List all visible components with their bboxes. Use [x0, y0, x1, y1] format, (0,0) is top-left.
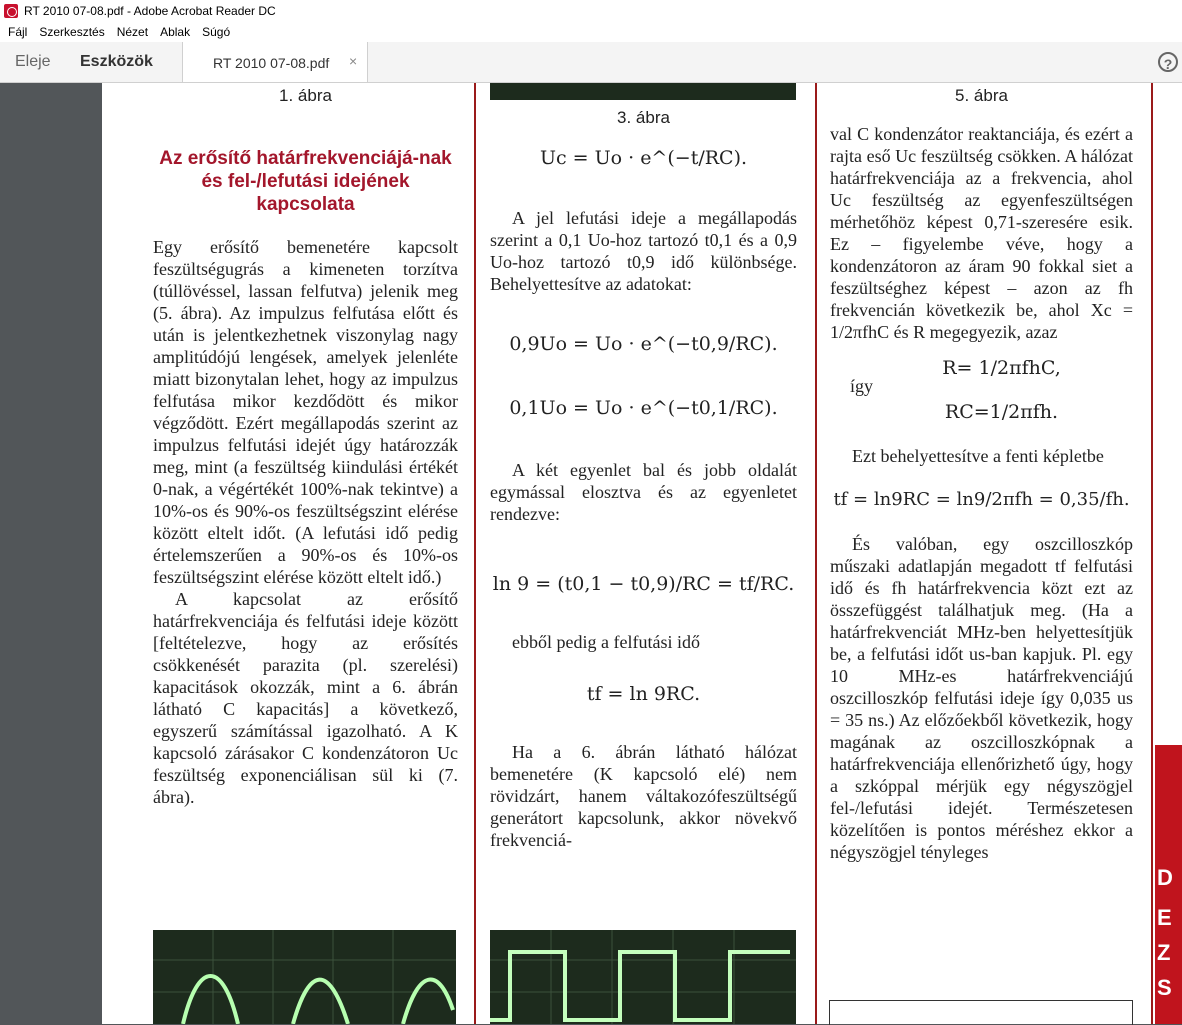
menu-view[interactable]: Nézet	[116, 25, 149, 39]
menu-window[interactable]: Ablak	[160, 25, 191, 39]
acrobat-icon	[4, 4, 18, 18]
body-paragraph: Egy erősítő bemenetére kapcsolt feszültségugrás a kimeneten torzítva (túllövéssel, lassan felfutva) jelenik meg (5. ábra). Az impulzus felfutása előtt és után is jelentkezhetnek viszonylag nagy amplitúdójú lengések, amelyek jelenléte miatt bizonytalan lehet, hogy az impulzus felfutása mikor kezdődött és mikor végződött. Ezért megállapodás szerint az impulzus felfutási idejét úgy határozzák meg, mint (a feszültség kiindulási értékét 0-nak, a végértékét 100%-nak tekintve) a 10%-os és 90%-os feszültségszint elérése között eltelt időt. (A lefutási idő pedig értelemszerűen a 90%-os és 10%-os feszültségszint elérése között eltelt idő.)	[153, 237, 458, 587]
window-title: RT 2010 07-08.pdf - Adobe Acrobat Reader DC	[24, 4, 276, 18]
side-band	[1155, 745, 1182, 1024]
side-band-letter: Z	[1157, 940, 1171, 965]
tab-document[interactable]	[182, 42, 368, 82]
menu-edit[interactable]: Szerkesztés	[39, 25, 105, 39]
body-paragraph: Ezt behelyettesítve a fenti képletbe	[852, 446, 1104, 466]
figure-caption: 5. ábra	[955, 86, 1008, 105]
body-paragraph: A két egyenlet bal és jobb oldalát egymással elosztva és az egyenletet rendezve:	[490, 460, 797, 524]
article-column-2	[490, 83, 797, 851]
column-divider	[474, 83, 476, 1024]
tab-bar	[0, 42, 1182, 83]
help-icon[interactable]: ?	[1158, 52, 1178, 72]
figure-caption: 3. ábra	[617, 108, 670, 127]
body-paragraph: val C kondenzátor reaktanciája, és ezért a rajta eső Uc feszültség csökken. A hálózat határfrekvenciája az a frekvencia, ahol Uc feszültség az egyenfeszültségen mérhetőhöz képest 0,71-szeresére esik. Ez – figyelembe véve, hogy a kondenzátoron az áram 90 fokkal siet a feszültséghez képest – azon az fh frekvencián következik be, ahol Xc = 1/2πfhC és R megegyezik, azaz	[830, 124, 1133, 342]
article-column-3	[830, 83, 1133, 863]
body-paragraph: Ha a 6. ábrán látható hálózat bemenetére (K kapcsoló elé) nem rövidzárt, hanem váltakozófeszültségű generátort kapcsolunk, akkor növekvő frekvenciá-	[490, 742, 797, 850]
equation: Uc = Uo · e^(−t/RC).	[539, 147, 748, 169]
equation: 0,9Uo = Uo · e^(−t0,9/RC).	[509, 333, 778, 355]
waveform-graphic	[153, 930, 456, 1024]
menu-bar	[0, 22, 1182, 42]
close-tab-icon[interactable]: ×	[349, 53, 358, 69]
oscilloscope-image	[153, 930, 456, 1024]
sidebar-box	[829, 1000, 1133, 1025]
body-paragraph: A kapcsolat az erősítő határfrekvenciája és felfutási ideje között [feltételezve, hogy az erősítés csökkenését parazita (pl. szerelési) kapacitások okozzák, mint a 6. ábrán látható C kapacitás] a következő, egyszerű számítással igazolható. A K kapcsoló zárásakor C kondenzátoron Uc feszültség exponenciálisan sül ki (7. ábra).	[153, 589, 458, 807]
menu-file[interactable]: Fájl	[8, 25, 28, 39]
body-paragraph: ebből pedig a felfutási idő	[512, 632, 700, 652]
body-paragraph: És valóban, egy oszcilloszkóp műszaki adatlapján megadott tf felfutási idő és fh határfrekvencia közt ezt az összefüggést találhatjuk meg. (Ha a határfrekvenciát MHz-ben helyettesítjük be, a felfutási időt us-ban kapjuk. Pl. egy 10 MHz-es határfrekvenciájú oszcilloszkóp felfutási ideje így 0,035 us = 35 ns.) Az előzőekből következik, hogy magának az oszcilloszkópnak a határfrekvenciája ellenőrizhető úgy, hogy a szkóppal mérjük egy négyszögjel fel-/lefutási idejét. Természetesen közelítően is pontos méréshez ekkor a négyszögjel tényleges	[830, 534, 1133, 862]
window-titlebar	[0, 0, 1182, 22]
menu-help[interactable]: Súgó	[202, 25, 231, 39]
side-band-letter: S	[1157, 975, 1172, 1000]
equation: tf = ln 9RC.	[586, 683, 701, 705]
article-column-1	[153, 83, 458, 808]
equation: 0,1Uo = Uo · e^(−t0,1/RC).	[509, 397, 778, 419]
side-band-letter: E	[1157, 905, 1172, 930]
column-divider	[815, 83, 817, 1024]
square-wave-graphic	[490, 930, 796, 1024]
text-igy: így	[850, 376, 874, 396]
document-tab-label: RT 2010 07-08.pdf	[213, 55, 330, 71]
side-band-letter: D	[1157, 865, 1173, 890]
equation: RC=1/2πfh.	[944, 401, 1059, 423]
section-heading: Az erősítő határfrekvenciájá-nak és fel-/lefutási idejének kapcsolata	[159, 148, 452, 215]
equation: ln 9 = (t0,1 − t0,9)/RC = tf/RC.	[492, 573, 795, 595]
body-paragraph: A jel lefutási ideje a megállapodás szerint a 0,1 Uo-hoz tartozó t0,1 és a 0,9 Uo-hoz tartozó t0,9 idő különbsége. Behelyettesítve az adatokat:	[490, 208, 797, 294]
column-divider	[1151, 83, 1153, 1024]
oscilloscope-image	[490, 930, 796, 1024]
equation: tf = ln9RC = ln9/2πfh = 0,35/fh.	[833, 489, 1130, 510]
equation: R= 1/2πfhC,	[942, 357, 1061, 379]
tab-home[interactable]: Eleje	[15, 53, 51, 70]
figure-caption: 1. ábra	[279, 86, 332, 105]
tab-tools[interactable]: Eszközök	[80, 53, 153, 70]
